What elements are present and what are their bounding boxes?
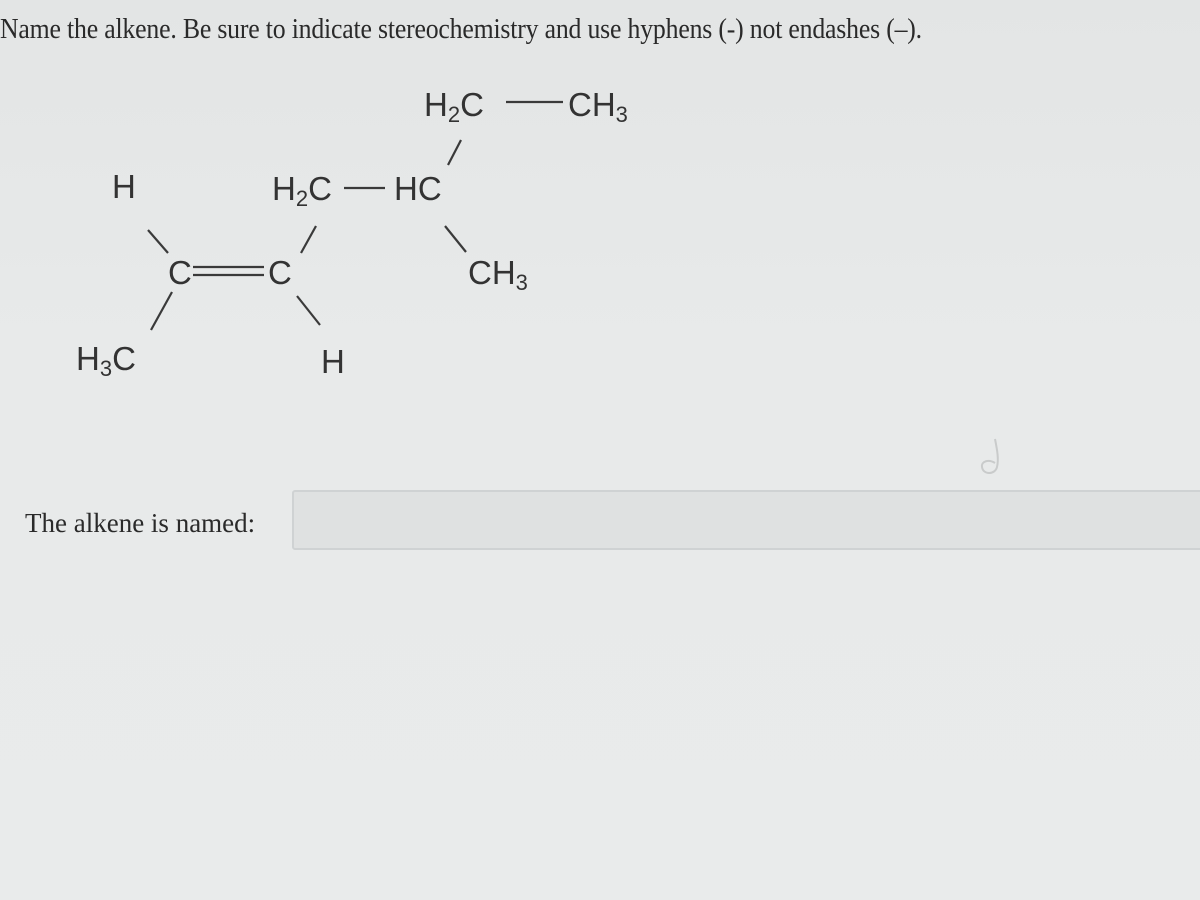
answer-label: The alkene is named:: [25, 508, 256, 538]
atom-ch2-top: $H_2C$: [424, 86, 484, 127]
bond-lines: [0, 60, 700, 400]
bond-ch-ch2top: [448, 140, 461, 165]
atom-ch3-top: $CH_3$: [568, 86, 628, 127]
atom-c1: C: [168, 254, 192, 291]
atom-h-bottom: H: [321, 343, 345, 380]
atom-h-top-left: H: [112, 168, 136, 205]
atom-ch-mid: HC: [394, 170, 442, 207]
bond-h-c1: [148, 230, 168, 253]
atom-c2: C: [268, 254, 292, 291]
bond-ch-ch3right: [445, 226, 466, 252]
alkene-structure: [0, 60, 700, 400]
atom-ch2-mid: $H_2C$: [272, 170, 332, 211]
bond-c2-h: [297, 296, 320, 325]
atom-ch3-bottom-left: $H_3C$: [76, 340, 136, 381]
atom-ch3-right: $CH_3$: [468, 254, 528, 295]
question-prompt: Name the alkene. Be sure to indicate stereochemistry and use hyphens (-) not endashes (–).: [0, 14, 922, 45]
bond-c2-ch2: [301, 226, 316, 253]
answer-input[interactable]: [292, 490, 1200, 550]
bond-c1-ch3: [151, 292, 172, 330]
stray-pen-mark: [975, 435, 1005, 480]
